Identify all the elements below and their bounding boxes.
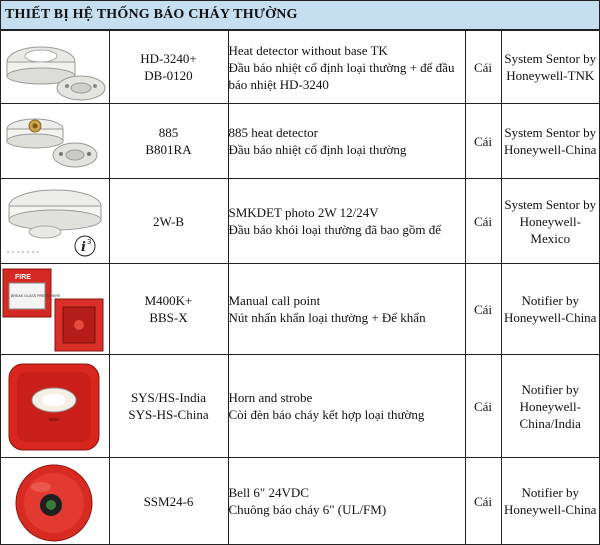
- table-row: [1, 355, 599, 458]
- brand-line: System Sentor by: [504, 51, 597, 66]
- brand-line: Notifier by: [521, 381, 579, 397]
- product-image-cell: [1, 179, 109, 264]
- description-line: SMKDET photo 2W 12/24V: [228, 205, 379, 220]
- product-image-cell: [1, 355, 109, 458]
- smoke-detector-image: [1, 180, 107, 263]
- product-image-cell: [1, 104, 109, 179]
- table-row: [1, 31, 599, 104]
- table-row: [1, 264, 599, 355]
- unit-cell: Cái: [465, 458, 501, 545]
- brand-line: System Sentor by: [504, 125, 597, 140]
- model-code-cell: [109, 264, 228, 355]
- model-code: HD-3240+: [140, 51, 197, 66]
- brand-line: Honeywell-China: [504, 142, 597, 157]
- product-image-cell: [1, 264, 109, 355]
- table-row: [1, 179, 599, 264]
- unit-cell: Cái: [465, 264, 501, 355]
- model-code: BBS-X: [149, 310, 188, 325]
- unit-cell: Cái: [465, 104, 501, 179]
- section-title: THIẾT BỊ HỆ THỐNG BÁO CHÁY THƯỜNG: [1, 0, 599, 30]
- model-code-cell: [109, 31, 228, 104]
- brand-line: Honeywell-TNK: [506, 68, 595, 83]
- svg-text:i: i: [81, 239, 86, 255]
- model-code: SSM24-6: [143, 493, 194, 509]
- description-line: báo nhiệt HD-3240: [228, 76, 329, 92]
- model-code-cell: [109, 355, 228, 458]
- unit-cell: Cái: [465, 31, 501, 104]
- unit-cell: Cái: [465, 179, 501, 264]
- model-code: 885: [158, 125, 179, 140]
- unit-cell: Cái: [465, 355, 501, 458]
- model-code: M400K+: [144, 293, 193, 308]
- brand-cell: [501, 458, 599, 545]
- brand-line: System Sentor by: [504, 196, 597, 212]
- mcp-break-glass-label: BREAK GLASS PRESS HERE: [11, 293, 61, 298]
- brand-cell: [501, 104, 599, 179]
- brand-line: Notifier by: [521, 485, 579, 500]
- table-row: [1, 104, 599, 179]
- description-cell: [228, 31, 465, 104]
- description-line: Horn and strobe: [228, 390, 313, 405]
- description-cell: [228, 458, 465, 545]
- model-code: SYS/HS-India: [130, 390, 207, 405]
- model-code-cell: [109, 179, 228, 264]
- model-code: 2W-B: [152, 213, 185, 229]
- description-line: Đầu báo nhiệt cố định loại thường: [228, 142, 407, 157]
- model-code-cell: [109, 104, 228, 179]
- brand-line: Honeywell-China: [504, 502, 597, 517]
- brand-cell: [501, 31, 599, 104]
- description-line: Đầu báo nhiệt cố định loại thường + để đầu: [228, 59, 455, 75]
- model-code: B801RA: [145, 142, 192, 157]
- svg-text:3: 3: [87, 237, 92, 246]
- description-cell: [228, 104, 465, 179]
- description-cell: [228, 179, 465, 264]
- model-code: SYS-HS-China: [128, 407, 209, 422]
- model-code-cell: [109, 458, 228, 545]
- brand-cell: [501, 355, 599, 458]
- manual-call-point-image: [1, 265, 107, 354]
- brand-line: Mexico: [530, 230, 571, 246]
- brand-cell: [501, 179, 599, 264]
- description-line: Manual call point: [228, 293, 321, 308]
- brand-cell: [501, 264, 599, 355]
- brand-line: Honeywell-: [519, 213, 581, 229]
- description-line: Bell 6" 24VDC: [228, 485, 309, 500]
- mcp-fire-label: FIRE: [15, 273, 31, 281]
- description-line: Đầu báo khói loại thường đã bao gồm để: [228, 222, 441, 237]
- brand-line: Honeywell-: [519, 398, 581, 414]
- description-cell: [228, 264, 465, 355]
- brand-line: Honeywell-China: [504, 310, 597, 325]
- model-code: DB-0120: [144, 68, 193, 83]
- heat-detector-image: [1, 105, 107, 178]
- fire-bell-image: [1, 459, 107, 544]
- brand-line: China/India: [519, 415, 581, 431]
- product-table: [1, 30, 599, 545]
- horn-strobe-image: [1, 356, 107, 457]
- product-image-cell: [1, 458, 109, 545]
- product-image-cell: [1, 31, 109, 104]
- brand-line: Notifier by: [521, 293, 579, 308]
- description-line: Chuông báo cháy 6" (UL/FM): [228, 502, 387, 517]
- description-line: Heat detector without base TK: [228, 42, 388, 58]
- heat-detector-with-base-image: [1, 32, 107, 103]
- description-line: 885 heat detector: [228, 125, 319, 140]
- description-line: Nút nhấn khẩn loại thường + Để khẩn: [228, 310, 426, 325]
- table-row: [1, 458, 599, 545]
- description-cell: [228, 355, 465, 458]
- description-line: Còi đèn báo cháy kết hợp loại thường: [228, 407, 425, 422]
